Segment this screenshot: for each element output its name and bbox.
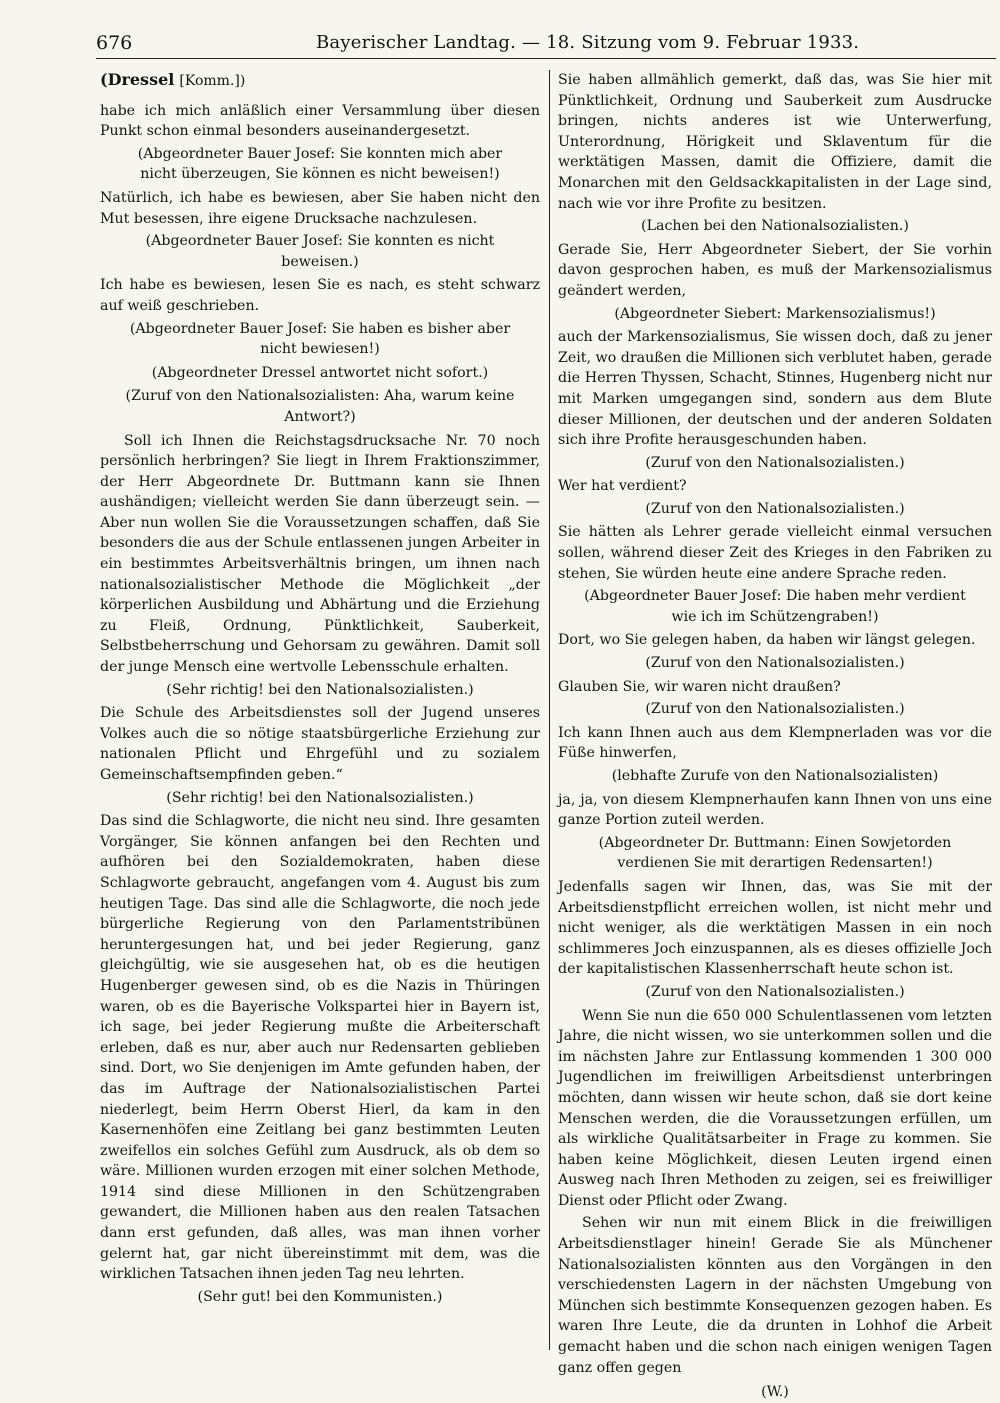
interjection: (Sehr gut! bei den Kommunisten.) xyxy=(197,1288,443,1305)
page-number: 676 xyxy=(96,32,133,54)
speech-paragraph: Sehen wir nun mit einem Blick in die freiwilligen Arbeitsdienstlager hinein! Gerade Sie als Münchener Nationalsozialisten könnten aus den Vorgängen in den verschiedensten Lagern in der nächsten Umgebung von München sich bestimmte Konsequenzen gezogen haben. Es waren Ihre Leute, die da drunten in Lohhof die Arbeit gemacht haben und die schon nach einigen wenigen Tagen ganz offen gegen xyxy=(558,1215,992,1376)
speech-text: ja, ja, von diesem Klempnerhaufen kann Ihnen von uns eine ganze Portion zuteil werden. xyxy=(558,791,992,829)
speech-text: Gerade Sie, Herr Abgeordneter Siebert, der Sie vorhin davon gesprochen haben, es muß der Markensozialismus geändert werden, xyxy=(558,241,992,299)
speech-text: Natürlich, ich habe es bewiesen, aber Sie haben nicht den Mut besessen, ihre eigene Drucksache nachzulesen. xyxy=(100,189,540,227)
speech-text: Sie hätten als Lehrer gerade vielleicht einmal versuchen sollen, während dieser Zeit des Krieges in den Fabriken zu stehen, Sie würden heute eine andere Sprache reden. xyxy=(558,524,992,582)
interjection: (Zuruf von den Nationalsozialisten.) xyxy=(645,701,905,718)
interjection: (Abgeordneter Dr. Buttmann: Einen Sowjetorden verdienen Sie mit derartigen Redensarten!) xyxy=(598,834,952,872)
right-column xyxy=(558,70,992,1403)
interjection: (Lachen bei den Nationalsozialisten.) xyxy=(641,218,909,235)
speech-text: Ich habe es bewiesen, lesen Sie es nach, es steht schwarz auf weiß geschrieben. xyxy=(100,277,540,314)
signature-mark: (W.) xyxy=(761,1384,789,1401)
speech-text: habe ich mich anläßlich einer Versammlung über diesen Punkt schon einmal besonders auseinandergesetzt. xyxy=(100,102,540,140)
interjection: (lebhafte Zurufe von den Nationalsozialisten) xyxy=(611,768,939,784)
speech-paragraph: Wenn Sie nun die 650 000 Schulentlassenen vom letzten Jahre, die nicht wissen, wo sie unterkommen sollen und die im nächsten Jahre zur Entlassung kommenden 1 300 000 Jugendlichen im freiwilligen Arbeitsdienst unterbringen möchten, dann wissen wir heute schon, daß sie dort keine Menschen werden, die die Voraussetzungen erfüllen, um als wirkliche Qualitätsarbeiter in Frage zu kommen. Sie haben keine Möglichkeit, diesen Leuten irgend einen Ausweg nach Ihren Methoden zu zeigen, sei es freiwilliger Dienst oder Pflicht oder Zwang. xyxy=(558,1007,992,1209)
interjection: (Zuruf von den Nationalsozialisten: Aha, warum keine Antwort?) xyxy=(125,388,515,425)
speech-text: Ich kann Ihnen auch aus dem Klempnerladen was vor die Füße hinwerfen, xyxy=(558,724,992,762)
speaker-name: (Dressel xyxy=(100,70,175,89)
running-title: Bayerischer Landtag. — 18. Sitzung vom 9. Februar 1933. xyxy=(316,32,860,53)
interjection: (Sehr richtig! bei den Nationalsozialisten.) xyxy=(166,789,474,806)
left-column xyxy=(100,70,540,1310)
speech-text: Das sind die Schlagworte, die nicht neu sind. Ihre gesamten Vorgänger, Sie können anfangen bei den Rechten und aufhören bei den Sozialdemokraten, haben diese Schlagworte gebraucht, angefangen vom 4. August bis zum heutigen Tage. Das sind alle die Schlagworte, die noch jede bürgerliche Regierung von den Parlamentstribünen heruntergesungen hat, und bei jeder Regierung, ganz gleichgültig, wie sie ausgesehen hat, ob es die heutigen Hugenberger gewesen sind, ob es die Nazis in Thüringen waren, ob es die Bayerische Volkspartei hier in Bayern ist, ich sage, bei jeder Regierung mußte die Arbeiterschaft erleben, daß es nur, aber auch nur Redensarten geblieben sind. Dort, wo Sie denjenigen im Amte gefunden haben, der das im Auftrage der Nationalsozialistischen Partei niederlegt, beim Herrn Oberst Hierl, da kam in den Kasernenhöfen eine Zeitlang bei ganz bestimmten Leuten zweifellos ein solches Gefühl zum Ausdruck, als ob dem so wäre. Millionen wurden erzogen mit einer solchen Methode, 1914 sind diese Millionen in den Schützengraben gewandert, die Millionen haben aus den realen Tatsachen dann erst gefunden, daß alles, was man ihnen vorher gelernt hat, gar nicht übereinstimmt mit dem, was die wirklichen Tatsachen ihnen jeden Tag neu lehrten. xyxy=(100,813,540,1283)
speech-paragraph: Soll ich Ihnen die Reichstagsdrucksache Nr. 70 noch persönlich herbringen? Sie liegt in Ihrem Fraktionszimmer, der Herr Abgeordnete Dr. Buttmann kann sie Ihnen aushändigen; vielleicht werden Sie dann überzeugt sein. — Aber nun wollen Sie die Voraussetzungen schaffen, daß Sie besonders die aus der Schule entlassenen jungen Arbeiter in ein bestimmtes Arbeitsverhältnis bringen, um ihnen nach nationalsozialistischer Methode die Möglichkeit „der körperlichen Ausbildung und Abhärtung und die Erziehung zu Fleiß, Ordnung, Pünktlichkeit, Sauberkeit, Selbstbeherrschung und Gehorsam zu gewähren. Damit soll der junge Mensch eine wertvolle Lebensschule erhalten. xyxy=(100,432,540,676)
speaker-party: [Komm.]) xyxy=(179,73,246,89)
interjection: (Abgeordneter Siebert: Markensozialismus!) xyxy=(614,305,936,322)
speech-text: Dort, wo Sie gelegen haben, da haben wir längst gelegen. xyxy=(558,632,976,649)
interjection: (Abgeordneter Dressel antwortet nicht sofort.) xyxy=(151,364,489,381)
interjection: (Sehr richtig! bei den Nationalsozialisten.) xyxy=(166,681,474,698)
interjection: (Abgeordneter Bauer Josef: Die haben mehr verdient wie ich im Schützengraben!) xyxy=(584,588,966,625)
speech-text: Wer hat verdient? xyxy=(558,478,687,495)
interjection: (Zuruf von den Nationalsozialisten.) xyxy=(645,655,905,672)
interjection: (Zuruf von den Nationalsozialisten.) xyxy=(645,500,905,517)
speaker-heading xyxy=(100,70,540,92)
interjection: (Zuruf von den Nationalsozialisten.) xyxy=(645,454,905,471)
speech-text: Jedenfalls sagen wir Ihnen, das, was Sie mit der Arbeitsdienstpflicht erreichen wollen, ist nicht mehr und nicht weniger, als die werktätigen Massen in ein noch schlimmeres Joch einzuspannen, als es dieses offizielle Joch der kapitalistischen Klassenherrschaft heute schon ist. xyxy=(558,878,992,978)
interjection: (Abgeordneter Bauer Josef: Sie konnten mich aber nicht überzeugen, Sie können es nicht beweisen!) xyxy=(137,145,503,183)
interjection: (Abgeordneter Bauer Josef: Sie konnten es nicht beweisen.) xyxy=(145,233,495,270)
speech-text: Glauben Sie, wir waren nicht draußen? xyxy=(558,678,841,695)
interjection: (Zuruf von den Nationalsozialisten.) xyxy=(645,983,905,1000)
speech-text: Sie haben allmählich gemerkt, daß das, was Sie hier mit Pünktlichkeit, Ordnung und Sauberkeit zum Ausdrucke bringen, nichts anderes ist wie Unterwerfung, Unterordnung, Hörigkeit und Sklaventum für die werktätigen Massen, damit die Offiziere, damit die Monarchen mit den Geldsackkapitalisten in der Lage sind, nach wie vor ihre Profite zu besitzen. xyxy=(558,72,992,212)
speech-text: Die Schule des Arbeitsdienstes soll der Jugend unseres Volkes auch die so nötige staatsbürgerliche Erziehung zur nationalen Pflicht und Ehrgefühl und zu sozialem Gemeinschaftsempfinden geben.“ xyxy=(100,705,540,783)
column-divider xyxy=(549,70,550,1350)
interjection: (Abgeordneter Bauer Josef: Sie haben es bisher aber nicht bewiesen!) xyxy=(129,320,511,358)
speech-text: auch der Markensozialismus, Sie wissen doch, daß zu jener Zeit, wo draußen die Millionen sich verblutet haben, gerade die Herren Thyssen, Schacht, Stinnes, Hugenberg nicht nur mit Marken umgegangen sind, sondern aus dem Blute dieser Millionen, der deutschen und der anderen Soldaten sich ihre Profite herausgeschunden haben. xyxy=(558,329,992,449)
page-header xyxy=(96,30,996,59)
